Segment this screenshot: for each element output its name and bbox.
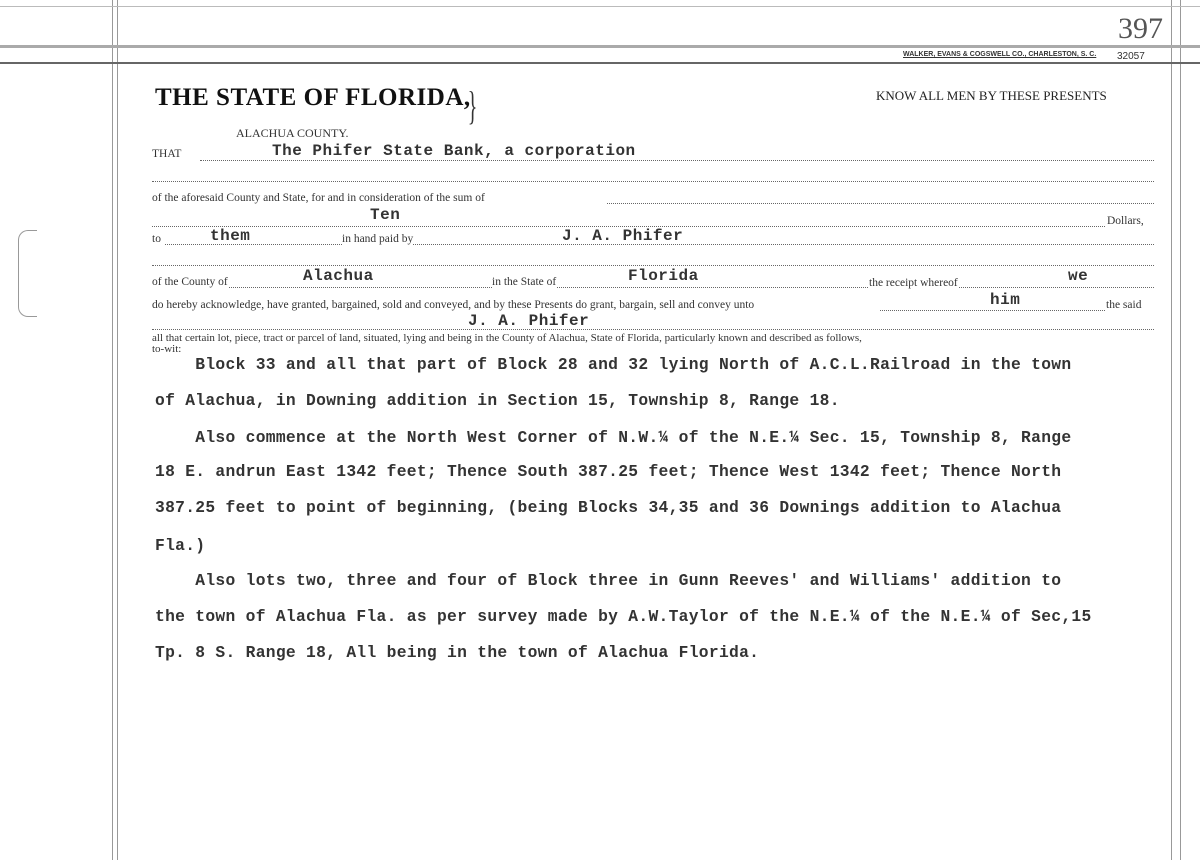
description-line: Fla.) bbox=[155, 536, 206, 555]
form-number: 32057 bbox=[1117, 51, 1145, 62]
acknowledge-label: do hereby acknowledge, have granted, bargained, sold and conveyed, and by these Presents do grant, bargain, sell and convey unto bbox=[152, 299, 755, 311]
description-line: Tp. 8 S. Range 18, All being in the town of Alachua Florida. bbox=[155, 643, 760, 662]
to-wit-label: to-wit: bbox=[152, 343, 182, 355]
receipt-field: we bbox=[1068, 267, 1089, 285]
header-rule bbox=[0, 62, 1200, 64]
fill-line bbox=[152, 181, 1154, 182]
to-label: to bbox=[152, 233, 161, 245]
brace: } bbox=[467, 83, 478, 128]
description-line: Also lots two, three and four of Block three in Gunn Reeves' and Williams' addition to bbox=[155, 571, 1062, 590]
county-heading: ALACHUA COUNTY. bbox=[236, 126, 349, 140]
fill-line bbox=[152, 329, 1154, 330]
header-rule bbox=[0, 45, 1200, 48]
dollars-label: Dollars, bbox=[1107, 215, 1144, 227]
description-line: 387.25 feet to point of beginning, (being Blocks 34,35 and 36 Downings addition to Alachua bbox=[155, 498, 1062, 517]
grantor-field: The Phifer State Bank, a corporation bbox=[272, 142, 636, 160]
page-number: 397 bbox=[1118, 12, 1163, 45]
document-title: THE STATE OF FLORIDA, bbox=[155, 84, 471, 111]
description-line: the town of Alachua Fla. as per survey made by A.W.Taylor of the N.E.¼ of the N.E.¼ of Sec,15 bbox=[155, 607, 1092, 626]
the-said-label: the said bbox=[1106, 299, 1142, 311]
that-label: THAT bbox=[152, 148, 182, 160]
fill-line bbox=[880, 310, 1105, 311]
fill-line bbox=[607, 203, 1154, 204]
consideration-label: of the aforesaid County and State, for and in consideration of the sum of bbox=[152, 192, 485, 204]
state-of-label: in the State of bbox=[492, 276, 557, 288]
top-rule bbox=[0, 6, 1200, 7]
binding-hole bbox=[18, 230, 37, 317]
fill-line bbox=[152, 287, 1154, 288]
land-label: all that certain lot, piece, tract or parcel of land, situated, lying and being in the County of Alachua, State of Florida, particularly known and described as follows, bbox=[152, 332, 862, 344]
sum-field: Ten bbox=[370, 206, 401, 224]
unto-field: him bbox=[990, 291, 1021, 309]
paid-by-label: in hand paid by bbox=[342, 233, 414, 245]
paid-by-field: J. A. Phifer bbox=[562, 227, 684, 245]
receipt-label: the receipt whereof bbox=[869, 277, 958, 289]
grantee-field: J. A. Phifer bbox=[468, 312, 590, 330]
fill-line bbox=[200, 160, 1154, 161]
margin-rule bbox=[117, 0, 118, 860]
description-line: of Alachua, in Downing addition in Section 15, Township 8, Range 18. bbox=[155, 391, 840, 410]
description-line: 18 E. andrun East 1342 feet; Thence South 387.25 feet; Thence West 1342 feet; Thence North bbox=[155, 462, 1062, 481]
county-field: Alachua bbox=[303, 267, 374, 285]
description-line: Block 33 and all that part of Block 28 and 32 lying North of A.C.L.Railroad in the town bbox=[155, 355, 1072, 374]
to-field: them bbox=[210, 227, 251, 245]
description-line: Also commence at the North West Corner of N.W.¼ of the N.E.¼ Sec. 15, Township 8, Range bbox=[155, 428, 1072, 447]
margin-rule bbox=[112, 0, 113, 860]
fill-line bbox=[152, 265, 1154, 266]
printer-imprint: WALKER, EVANS & COGSWELL CO., CHARLESTON, S. C. bbox=[903, 51, 1097, 58]
margin-rule bbox=[1180, 0, 1181, 860]
know-all-men: KNOW ALL MEN BY THESE PRESENTS bbox=[876, 88, 1107, 103]
margin-rule bbox=[1171, 0, 1172, 860]
state-field: Florida bbox=[628, 267, 699, 285]
county-of-label: of the County of bbox=[152, 276, 228, 288]
